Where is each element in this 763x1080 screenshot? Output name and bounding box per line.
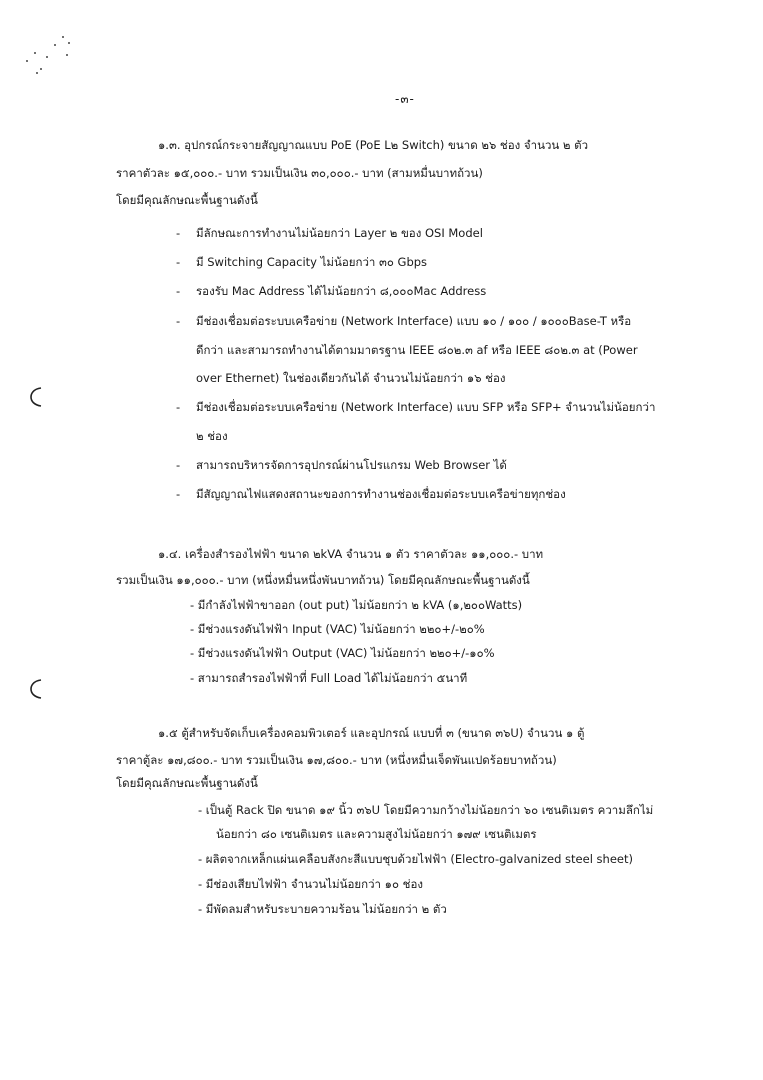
item-13-spec: สามารถบริหารจัดการอุปกรณ์ผ่านโปรแกรม Web Browser ได้ xyxy=(196,458,507,472)
item-13-spec-continued: over Ethernet) ในช่องเดียวกันได้ จำนวนไม่น้อยกว่า ๑๖ ช่อง xyxy=(196,371,506,385)
item-15-heading: ๑.๕ ตู้สำหรับจัดเก็บเครื่องคอมพิวเตอร์ และอุปกรณ์ แบบที่ ๓ (ขนาด ๓๖U) จำนวน ๑ ตู้ xyxy=(158,726,585,740)
item-13-price: ราคาตัวละ ๑๕,๐๐๐.- บาท รวมเป็นเงิน ๓๐,๐๐๐.- บาท (สามหมื่นบาทถ้วน) xyxy=(116,166,483,180)
bullet-mark: - xyxy=(176,400,181,414)
bullet-mark: - xyxy=(176,255,181,269)
scan-specks xyxy=(22,30,82,80)
item-13-heading: ๑.๓. อุปกรณ์กระจายสัญญาณแบบ PoE (PoE L๒ Switch) ขนาด ๒๖ ช่อง จำนวน ๒ ตัว xyxy=(158,138,589,152)
item-13-spec-continued: ๒ ช่อง xyxy=(196,429,228,443)
item-13-spec: รองรับ Mac Address ได้ไม่น้อยกว่า ๘,๐๐๐Mac Address xyxy=(196,284,487,298)
item-13-spec-continued: ดีกว่า และสามารถทำงานได้ตามมาตรฐาน IEEE ๘๐๒.๓ af หรือ IEEE ๘๐๒.๓ at (Power xyxy=(196,343,638,357)
item-13-spec: มี Switching Capacity ไม่น้อยกว่า ๓๐ Gbps xyxy=(196,255,428,269)
item-14-spec: - มีช่วงแรงดันไฟฟ้า Input (VAC) ไม่น้อยกว่า ๒๒๐+/-๒๐% xyxy=(190,622,485,636)
bullet-mark: - xyxy=(176,314,181,328)
punch-hole-mark xyxy=(28,678,44,700)
item-15-spec-intro: โดยมีคุณลักษณะพื้นฐานดังนี้ xyxy=(116,776,258,790)
item-15-spec: - มีช่องเสียบไฟฟ้า จำนวนไม่น้อยกว่า ๑๐ ช่อง xyxy=(198,877,423,891)
bullet-mark: - xyxy=(176,458,181,472)
item-13-spec: มีลักษณะการทำงานไม่น้อยกว่า Layer ๒ ของ OSI Model xyxy=(196,226,483,240)
bullet-mark: - xyxy=(176,226,181,240)
item-13-spec: มีช่องเชื่อมต่อระบบเครือข่าย (Network Interface) แบบ SFP หรือ SFP+ จำนวนไม่น้อยกว่า xyxy=(196,400,656,414)
item-15-price: ราคาตู้ละ ๑๗,๘๐๐.- บาท รวมเป็นเงิน ๑๗,๘๐๐.- บาท (หนึ่งหมื่นเจ็ดพันแปดร้อยบาทถ้วน) xyxy=(116,753,557,767)
item-15-spec-continued: น้อยกว่า ๘๐ เซนติเมตร และความสูงไม่น้อยกว่า ๑๗๙ เซนติเมตร xyxy=(216,827,537,841)
item-13-spec: มีช่องเชื่อมต่อระบบเครือข่าย (Network Interface) แบบ ๑๐ / ๑๐๐ / ๑๐๐๐Base-T หรือ xyxy=(196,314,632,328)
item-14-spec: - มีช่วงแรงดันไฟฟ้า Output (VAC) ไม่น้อยกว่า ๒๒๐+/-๑๐% xyxy=(190,646,495,660)
item-13-spec-intro: โดยมีคุณลักษณะพื้นฐานดังนี้ xyxy=(116,193,258,207)
item-14-heading: ๑.๔. เครื่องสำรองไฟฟ้า ขนาด ๒kVA จำนวน ๑ ตัว ราคาตัวละ ๑๑,๐๐๐.- บาท xyxy=(158,547,544,561)
item-14-spec: - มีกำลังไฟฟ้าขาออก (out put) ไม่น้อยกว่า ๒ kVA (๑,๒๐๐Watts) xyxy=(190,598,523,612)
item-15-spec: - มีพัดลมสำหรับระบายความร้อน ไม่น้อยกว่า ๒ ตัว xyxy=(198,902,447,916)
item-15-spec: - ผลิตจากเหล็กแผ่นเคลือบสังกะสีแบบชุบด้วยไฟฟ้า (Electro-galvanized steel sheet) xyxy=(198,852,633,866)
bullet-mark: - xyxy=(176,487,181,501)
item-14-spec: - สามารถสำรองไฟฟ้าที่ Full Load ได้ไม่น้อยกว่า ๕นาที xyxy=(190,671,468,685)
punch-hole-mark xyxy=(28,386,44,408)
page-number: -๓- xyxy=(395,92,415,106)
item-13-spec: มีสัญญาณไฟแสดงสถานะของการทำงานช่องเชื่อมต่อระบบเครือข่ายทุกช่อง xyxy=(196,487,566,501)
item-15-spec: - เป็นตู้ Rack ปิด ขนาด ๑๙ นิ้ว ๓๖U โดยมีความกว้างไม่น้อยกว่า ๖๐ เซนติเมตร ความลึกไม่ xyxy=(198,803,654,817)
bullet-mark: - xyxy=(176,284,181,298)
item-14-price: รวมเป็นเงิน ๑๑,๐๐๐.- บาท (หนึ่งหมื่นหนึ่งพันบาทถ้วน) โดยมีคุณลักษณะพื้นฐานดังนี้ xyxy=(116,573,530,587)
